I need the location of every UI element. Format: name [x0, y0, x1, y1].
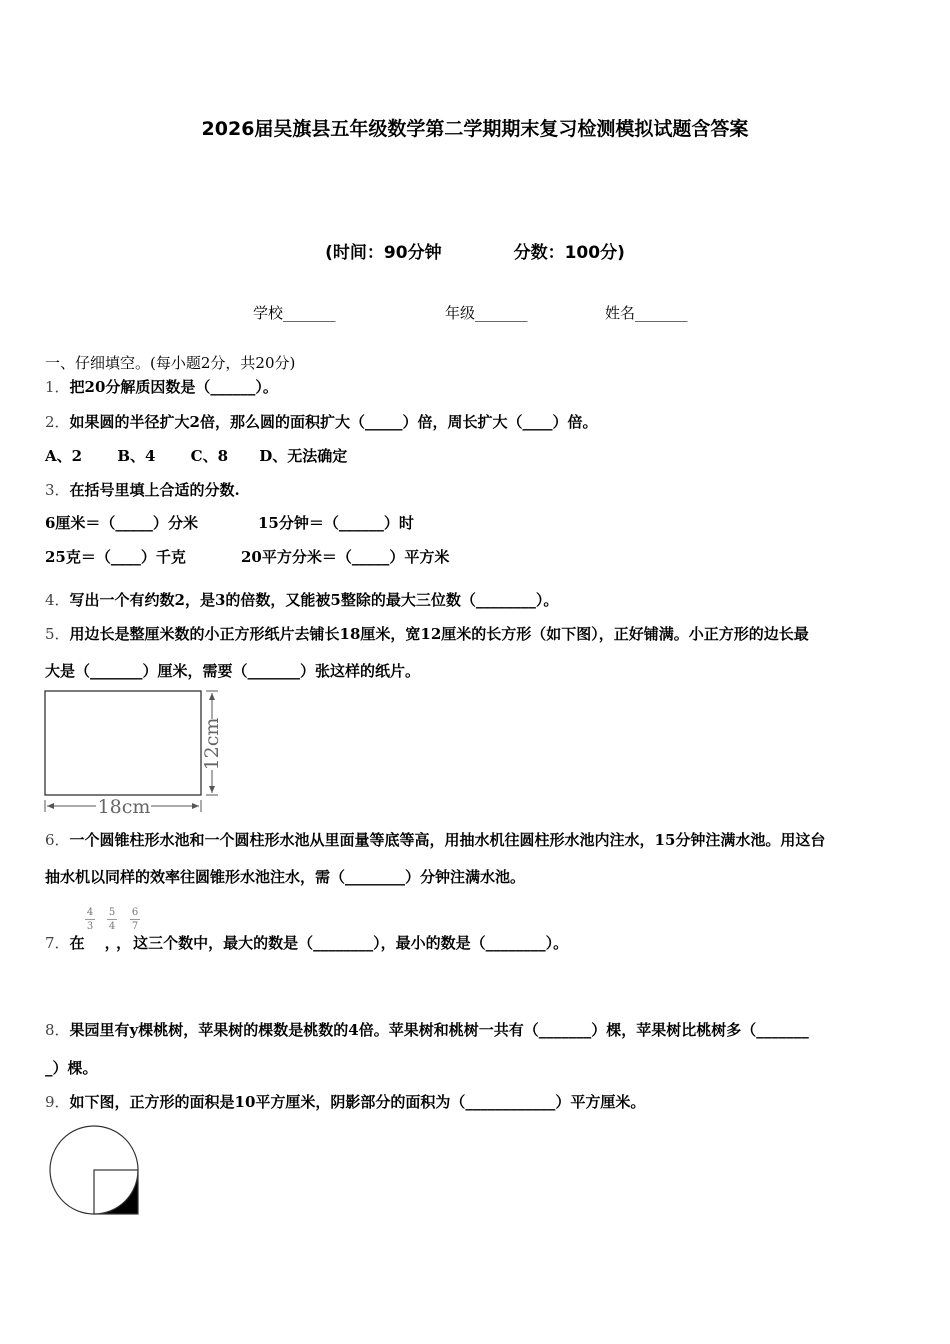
- question-text: 这三个数中，最大的数是（________），最小的数是（________）。: [133, 934, 569, 952]
- option-c[interactable]: C、8: [190, 447, 229, 465]
- rectangle-shape: [45, 691, 201, 795]
- school-field[interactable]: 学校_______: [253, 304, 336, 322]
- question-text: 一个圆锥柱形水池和一个圆柱形水池从里面量等底等高，用抽水机往圆柱形水池内注水，15分钟注满水池。用这台: [69, 831, 826, 849]
- fraction-denominator: 3: [86, 921, 94, 932]
- name-field[interactable]: 姓名_______: [605, 304, 688, 322]
- fraction-2: [107, 906, 117, 933]
- arrowhead-icon: [209, 786, 215, 793]
- question-text: 用边长是整厘米数的小正方形纸片去铺长18厘米，宽12厘米的长方形（如下图），正好铺满。小正方形的边长最: [69, 625, 809, 643]
- question-number: 4．: [45, 591, 70, 609]
- fraction-numerator: 6: [131, 907, 139, 918]
- question-9: [45, 1091, 645, 1112]
- question-number: 2．: [45, 413, 70, 431]
- exam-header: [0, 238, 950, 263]
- option-d[interactable]: D、无法确定: [259, 447, 348, 465]
- option-a[interactable]: A、2: [45, 447, 83, 465]
- fraction-1: [85, 906, 95, 933]
- fraction-numerator: 5: [108, 907, 116, 918]
- question-number: 8．: [45, 1021, 70, 1039]
- question-7: 7．在 ， ， 这三个数中，最大的数是（________），最小的数是（________）。: [45, 934, 569, 952]
- question-text: 如下图，正方形的面积是10平方厘米，阴影部分的面积为（____________）平方厘米。: [69, 1093, 646, 1111]
- question-prefix: 在: [69, 934, 85, 952]
- question-4: [45, 589, 558, 610]
- question-text: 把20分解质因数是（______）。: [69, 378, 278, 396]
- question-number: 7．: [45, 934, 70, 952]
- fraction-denominator: 4: [108, 921, 116, 932]
- height-label: 12cm: [201, 717, 223, 771]
- question-6: [45, 829, 825, 850]
- fraction-denominator: 7: [131, 921, 139, 932]
- q3-item-3: 25克＝（____）千克: [45, 548, 186, 566]
- width-label: 18cm: [97, 796, 151, 818]
- question-number: 5．: [45, 625, 70, 643]
- question-1: [45, 376, 278, 397]
- circle-square-figure: [46, 1122, 146, 1218]
- question-number: 3．: [45, 481, 70, 499]
- question-8: [45, 1019, 809, 1040]
- question-number: 1．: [45, 378, 70, 396]
- arrowhead-icon: [192, 803, 199, 809]
- grade-field[interactable]: 年级_______: [445, 304, 528, 322]
- section-heading: 一、仔细填空。(每小题2分，共20分): [45, 354, 296, 372]
- q3-item-1: 6厘米＝（_____）分米: [45, 514, 198, 532]
- fraction-numerator: 4: [86, 907, 94, 918]
- question-text-cont: _）棵。: [45, 1059, 98, 1077]
- arrowhead-icon: [47, 803, 54, 809]
- question-text: 果园里有y棵桃树，苹果树的棵数是桃数的4倍。苹果树和桃树一共有（_______）棵，苹果树比桃树多（_______: [69, 1021, 809, 1039]
- question-number: 6．: [45, 831, 70, 849]
- question-text: 如果圆的半径扩大2倍，那么圆的面积扩大（_____）倍，周长扩大（____）倍。: [69, 413, 598, 431]
- question-5: [45, 623, 809, 644]
- question-text: 写出一个有约数2，是3的倍数，又能被5整除的最大三位数（________）。: [69, 591, 559, 609]
- page-title: 2026届吴旗县五年级数学第二学期期末复习检测模拟试题含答案: [201, 118, 749, 140]
- question-number: 9．: [45, 1093, 70, 1111]
- question-text: 在括号里填上合适的分数.: [69, 481, 240, 499]
- arrowhead-icon: [209, 693, 215, 700]
- question-3: [45, 479, 240, 500]
- answer-options: [45, 445, 347, 466]
- q3-item-4: 20平方分米＝（_____）平方米: [241, 548, 450, 566]
- exam-score: 分数：100分): [513, 243, 625, 263]
- question-2: [45, 411, 598, 432]
- option-b[interactable]: B、4: [117, 447, 156, 465]
- question-text-cont: 大是（_______）厘米，需要（_______）张这样的纸片。: [45, 662, 421, 680]
- rectangle-figure: [40, 688, 230, 818]
- fraction-3: [130, 906, 140, 933]
- q3-item-2: 15分钟＝（______）时: [258, 514, 414, 532]
- question-text-cont: 抽水机以同样的效率往圆锥形水池注水，需（________）分钟注满水池。: [45, 868, 526, 886]
- exam-time: (时间：90分钟: [325, 243, 442, 263]
